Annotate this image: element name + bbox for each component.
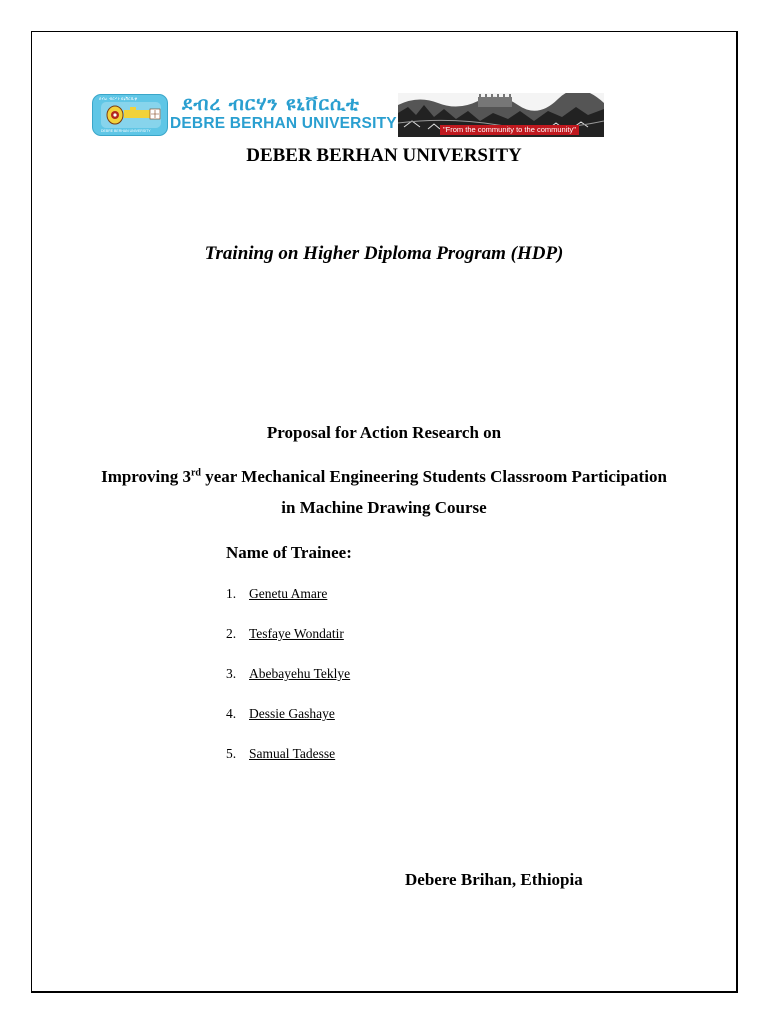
- research-title-line2: in Machine Drawing Course: [281, 498, 487, 517]
- trainee-number: 3.: [226, 666, 237, 681]
- list-item: [226, 746, 350, 786]
- university-motto: "From the community to the community": [440, 125, 579, 135]
- research-title-superscript: rd: [190, 467, 201, 479]
- list-item: [226, 626, 350, 666]
- trainee-number: 5.: [226, 746, 237, 761]
- list-item: [226, 586, 350, 626]
- university-seal-logo: [92, 94, 168, 136]
- university-name-amharic: ደብረ ብርሃን ዩኒቨርሲቲ: [182, 93, 360, 115]
- trainee-name: Samual Tadesse: [249, 746, 336, 761]
- trainee-name: Abebayehu Teklye: [249, 666, 351, 681]
- research-title-part2: year Mechanical Engineering Students Classroom Participation: [200, 467, 667, 486]
- list-item: [226, 706, 350, 746]
- research-title-line1: [0, 467, 768, 487]
- research-title-part1: Improving 3: [101, 467, 191, 486]
- trainee-list: [226, 586, 350, 786]
- university-name-english: DEBRE BERHAN UNIVERSITY: [170, 115, 397, 132]
- trainee-number: 2.: [226, 626, 237, 641]
- trainee-number: 4.: [226, 706, 237, 721]
- trainee-name: Genetu Amare: [249, 586, 328, 601]
- trainee-name: Tesfaye Wondatir: [249, 626, 344, 641]
- university-banner: [92, 93, 604, 137]
- trainee-heading: Name of Trainee:: [226, 543, 352, 562]
- location-line: Debere Brihan, Ethiopia: [405, 870, 583, 889]
- proposal-heading: Proposal for Action Research on: [266, 423, 502, 442]
- list-item: [226, 666, 350, 706]
- seal-text-bottom: DEBRE BERHAN UNIVERSITY: [101, 129, 151, 133]
- trainee-name: Dessie Gashaye: [249, 706, 335, 721]
- university-heading: DEBER BERHAN UNIVERSITY: [246, 145, 522, 166]
- seal-text-top: ደብረ ብርሃን ዩኒቨርሲቲ: [99, 96, 138, 101]
- program-title: Training on Higher Diploma Program (HDP): [204, 243, 564, 264]
- trainee-number: 1.: [226, 586, 237, 601]
